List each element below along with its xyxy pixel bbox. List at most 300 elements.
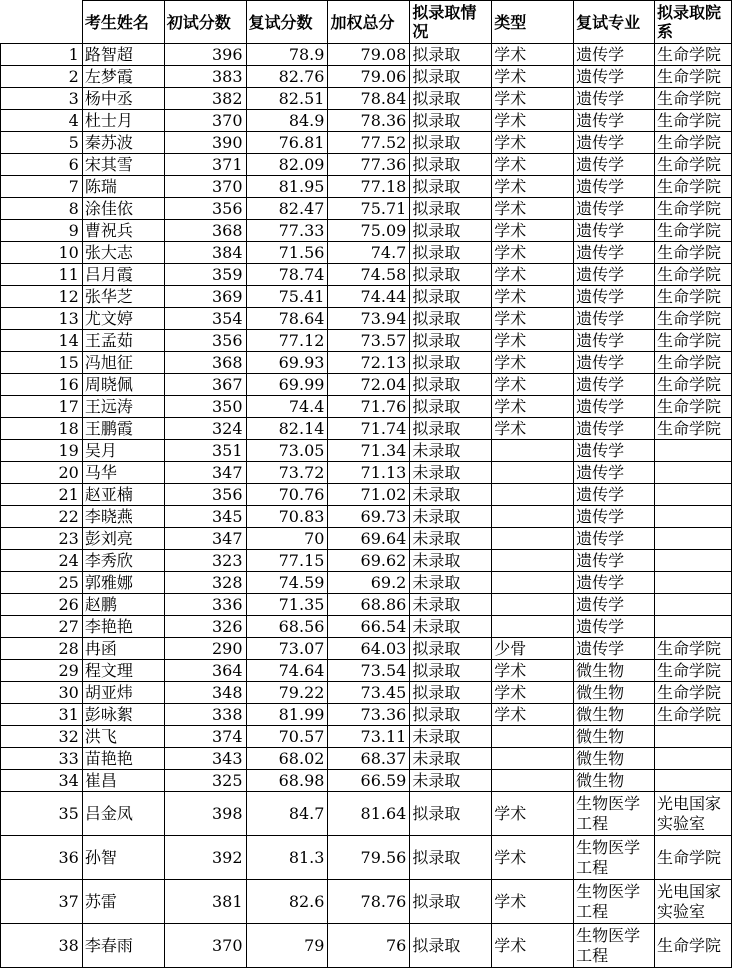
retest-major: 遗传学 xyxy=(574,638,655,660)
admitting-dept: 生命学院 xyxy=(654,242,731,264)
admission-type xyxy=(492,748,574,770)
admission-status: 拟录取 xyxy=(410,880,492,924)
candidate-name: 孙智 xyxy=(82,836,164,880)
row-index: 14 xyxy=(1,330,83,352)
weighted-total: 66.59 xyxy=(328,770,410,792)
table-row xyxy=(1,198,732,220)
candidate-name: 马华 xyxy=(82,462,164,484)
admission-status: 未录取 xyxy=(410,726,492,748)
admission-type xyxy=(492,462,574,484)
initial-score: 370 xyxy=(164,176,246,198)
admitting-dept: 生命学院 xyxy=(654,836,731,880)
candidate-name: 尤文婷 xyxy=(82,308,164,330)
retest-score: 84.7 xyxy=(246,792,328,836)
weighted-total: 76 xyxy=(328,924,410,968)
initial-score: 368 xyxy=(164,352,246,374)
table-row xyxy=(1,132,732,154)
retest-score: 68.98 xyxy=(246,770,328,792)
admission-type: 学术 xyxy=(492,198,574,220)
retest-score: 81.99 xyxy=(246,704,328,726)
admission-type: 学术 xyxy=(492,880,574,924)
header-retest-score: 复试分数 xyxy=(246,1,328,44)
initial-score: 390 xyxy=(164,132,246,154)
candidate-name: 冯旭征 xyxy=(82,352,164,374)
table-row xyxy=(1,88,732,110)
retest-score: 73.72 xyxy=(246,462,328,484)
admission-type xyxy=(492,484,574,506)
admitting-dept: 光电国家实验室 xyxy=(654,792,731,836)
weighted-total: 71.76 xyxy=(328,396,410,418)
candidate-name: 路智超 xyxy=(82,44,164,66)
row-index: 35 xyxy=(1,792,83,836)
initial-score: 348 xyxy=(164,682,246,704)
header-major: 复试专业 xyxy=(574,1,655,44)
admission-type: 学术 xyxy=(492,836,574,880)
table-row xyxy=(1,308,732,330)
retest-score: 82.14 xyxy=(246,418,328,440)
admission-type xyxy=(492,572,574,594)
table-row xyxy=(1,220,732,242)
weighted-total: 68.86 xyxy=(328,594,410,616)
retest-score: 75.41 xyxy=(246,286,328,308)
retest-score: 78.9 xyxy=(246,44,328,66)
retest-major: 生物医学工程 xyxy=(574,836,655,880)
candidate-name: 吕月霞 xyxy=(82,264,164,286)
admitting-dept: 生命学院 xyxy=(654,308,731,330)
admission-status: 拟录取 xyxy=(410,66,492,88)
retest-major: 生物医学工程 xyxy=(574,924,655,968)
table-row xyxy=(1,396,732,418)
initial-score: 384 xyxy=(164,242,246,264)
initial-score: 370 xyxy=(164,110,246,132)
table-row xyxy=(1,836,732,880)
admission-type: 学术 xyxy=(492,44,574,66)
weighted-total: 74.58 xyxy=(328,264,410,286)
retest-score: 71.35 xyxy=(246,594,328,616)
weighted-total: 74.44 xyxy=(328,286,410,308)
candidate-name: 张华芝 xyxy=(82,286,164,308)
initial-score: 325 xyxy=(164,770,246,792)
table-row xyxy=(1,528,732,550)
candidate-name: 秦苏波 xyxy=(82,132,164,154)
admitting-dept: 生命学院 xyxy=(654,66,731,88)
retest-score: 76.81 xyxy=(246,132,328,154)
weighted-total: 73.11 xyxy=(328,726,410,748)
admission-type xyxy=(492,528,574,550)
admission-type: 学术 xyxy=(492,66,574,88)
retest-score: 82.09 xyxy=(246,154,328,176)
admitting-dept xyxy=(654,594,731,616)
candidate-name: 郭雅娜 xyxy=(82,572,164,594)
row-index: 1 xyxy=(1,44,83,66)
row-index: 33 xyxy=(1,748,83,770)
admitting-dept: 生命学院 xyxy=(654,330,731,352)
initial-score: 368 xyxy=(164,220,246,242)
admission-status: 拟录取 xyxy=(410,836,492,880)
admission-type: 学术 xyxy=(492,176,574,198)
row-index: 23 xyxy=(1,528,83,550)
table-row xyxy=(1,44,732,66)
admitting-dept: 生命学院 xyxy=(654,110,731,132)
admission-status: 拟录取 xyxy=(410,638,492,660)
table-row xyxy=(1,572,732,594)
admission-type: 学术 xyxy=(492,154,574,176)
row-index: 26 xyxy=(1,594,83,616)
candidate-name: 周晓佩 xyxy=(82,374,164,396)
initial-score: 396 xyxy=(164,44,246,66)
initial-score: 369 xyxy=(164,286,246,308)
row-index: 6 xyxy=(1,154,83,176)
initial-score: 338 xyxy=(164,704,246,726)
candidate-name: 李晓燕 xyxy=(82,506,164,528)
table-row xyxy=(1,242,732,264)
admission-status: 未录取 xyxy=(410,550,492,572)
table-row xyxy=(1,770,732,792)
initial-score: 326 xyxy=(164,616,246,638)
row-index: 16 xyxy=(1,374,83,396)
candidate-name: 赵亚楠 xyxy=(82,484,164,506)
retest-major: 遗传学 xyxy=(574,44,655,66)
candidate-name: 王远涛 xyxy=(82,396,164,418)
retest-score: 82.76 xyxy=(246,66,328,88)
admitting-dept xyxy=(654,550,731,572)
admission-status: 未录取 xyxy=(410,748,492,770)
candidate-name: 崔昌 xyxy=(82,770,164,792)
admitting-dept: 生命学院 xyxy=(654,924,731,968)
admission-type: 学术 xyxy=(492,682,574,704)
admission-type: 学术 xyxy=(492,924,574,968)
candidate-name: 程文理 xyxy=(82,660,164,682)
admission-type: 学术 xyxy=(492,132,574,154)
weighted-total: 69.62 xyxy=(328,550,410,572)
candidate-name: 李秀欣 xyxy=(82,550,164,572)
admission-status: 拟录取 xyxy=(410,418,492,440)
retest-major: 遗传学 xyxy=(574,572,655,594)
table-row xyxy=(1,726,732,748)
retest-major: 遗传学 xyxy=(574,88,655,110)
retest-major: 遗传学 xyxy=(574,506,655,528)
admitting-dept xyxy=(654,462,731,484)
admission-status: 拟录取 xyxy=(410,396,492,418)
retest-score: 77.33 xyxy=(246,220,328,242)
admission-type xyxy=(492,506,574,528)
admission-type: 学术 xyxy=(492,374,574,396)
row-index: 37 xyxy=(1,880,83,924)
admission-type: 学术 xyxy=(492,308,574,330)
row-index: 13 xyxy=(1,308,83,330)
retest-score: 71.56 xyxy=(246,242,328,264)
weighted-total: 71.74 xyxy=(328,418,410,440)
admitting-dept: 生命学院 xyxy=(654,682,731,704)
candidate-name: 苗艳艳 xyxy=(82,748,164,770)
retest-score: 79.22 xyxy=(246,682,328,704)
admitting-dept xyxy=(654,506,731,528)
weighted-total: 73.36 xyxy=(328,704,410,726)
initial-score: 328 xyxy=(164,572,246,594)
retest-score: 73.05 xyxy=(246,440,328,462)
candidate-name: 王孟茹 xyxy=(82,330,164,352)
retest-major: 遗传学 xyxy=(574,220,655,242)
retest-major: 遗传学 xyxy=(574,176,655,198)
header-type: 类型 xyxy=(492,1,574,44)
table-row xyxy=(1,110,732,132)
row-index: 24 xyxy=(1,550,83,572)
admitting-dept xyxy=(654,440,731,462)
weighted-total: 74.7 xyxy=(328,242,410,264)
candidate-name: 陈瑞 xyxy=(82,176,164,198)
row-index: 30 xyxy=(1,682,83,704)
retest-major: 微生物 xyxy=(574,748,655,770)
row-index: 21 xyxy=(1,484,83,506)
table-row xyxy=(1,154,732,176)
retest-score: 82.47 xyxy=(246,198,328,220)
admission-type: 学术 xyxy=(492,286,574,308)
header-dept: 拟录取院系 xyxy=(654,1,731,44)
row-index: 34 xyxy=(1,770,83,792)
retest-major: 遗传学 xyxy=(574,110,655,132)
retest-major: 遗传学 xyxy=(574,616,655,638)
retest-major: 生物医学工程 xyxy=(574,792,655,836)
admitting-dept: 生命学院 xyxy=(654,88,731,110)
weighted-total: 72.04 xyxy=(328,374,410,396)
candidate-name: 冉函 xyxy=(82,638,164,660)
candidate-name: 彭咏絮 xyxy=(82,704,164,726)
row-index: 32 xyxy=(1,726,83,748)
retest-major: 遗传学 xyxy=(574,528,655,550)
retest-score: 70.57 xyxy=(246,726,328,748)
admitting-dept: 生命学院 xyxy=(654,352,731,374)
weighted-total: 79.08 xyxy=(328,44,410,66)
candidate-name: 李艳艳 xyxy=(82,616,164,638)
admitting-dept: 生命学院 xyxy=(654,396,731,418)
admission-type: 学术 xyxy=(492,792,574,836)
table-row xyxy=(1,330,732,352)
admitting-dept xyxy=(654,616,731,638)
retest-major: 遗传学 xyxy=(574,550,655,572)
weighted-total: 66.54 xyxy=(328,616,410,638)
retest-score: 70 xyxy=(246,528,328,550)
initial-score: 398 xyxy=(164,792,246,836)
retest-major: 遗传学 xyxy=(574,132,655,154)
candidate-name: 吕金凤 xyxy=(82,792,164,836)
retest-score: 68.56 xyxy=(246,616,328,638)
table-row xyxy=(1,594,732,616)
initial-score: 356 xyxy=(164,198,246,220)
row-index: 31 xyxy=(1,704,83,726)
retest-major: 遗传学 xyxy=(574,154,655,176)
admitting-dept: 光电国家实验室 xyxy=(654,880,731,924)
table-row xyxy=(1,66,732,88)
admission-status: 拟录取 xyxy=(410,220,492,242)
admission-status: 拟录取 xyxy=(410,682,492,704)
initial-score: 354 xyxy=(164,308,246,330)
row-index: 4 xyxy=(1,110,83,132)
weighted-total: 72.13 xyxy=(328,352,410,374)
admission-type: 学术 xyxy=(492,242,574,264)
admitting-dept: 生命学院 xyxy=(654,418,731,440)
table-row xyxy=(1,484,732,506)
admission-type: 学术 xyxy=(492,704,574,726)
row-index: 3 xyxy=(1,88,83,110)
retest-score: 70.76 xyxy=(246,484,328,506)
admission-status: 拟录取 xyxy=(410,704,492,726)
table-row xyxy=(1,264,732,286)
retest-score: 82.6 xyxy=(246,880,328,924)
admitting-dept: 生命学院 xyxy=(654,660,731,682)
table-row xyxy=(1,462,732,484)
row-index: 2 xyxy=(1,66,83,88)
row-index: 18 xyxy=(1,418,83,440)
table-row xyxy=(1,352,732,374)
admission-status: 拟录取 xyxy=(410,44,492,66)
row-index: 11 xyxy=(1,264,83,286)
table-row xyxy=(1,616,732,638)
candidate-name: 张大志 xyxy=(82,242,164,264)
admission-type: 学术 xyxy=(492,330,574,352)
weighted-total: 71.02 xyxy=(328,484,410,506)
initial-score: 359 xyxy=(164,264,246,286)
row-index: 12 xyxy=(1,286,83,308)
admitting-dept xyxy=(654,484,731,506)
retest-major: 遗传学 xyxy=(574,594,655,616)
table-row xyxy=(1,550,732,572)
weighted-total: 73.54 xyxy=(328,660,410,682)
admitting-dept: 生命学院 xyxy=(654,638,731,660)
admission-status: 拟录取 xyxy=(410,110,492,132)
initial-score: 383 xyxy=(164,66,246,88)
admission-status: 拟录取 xyxy=(410,330,492,352)
retest-score: 69.93 xyxy=(246,352,328,374)
admission-type: 学术 xyxy=(492,660,574,682)
table-row xyxy=(1,748,732,770)
retest-major: 遗传学 xyxy=(574,286,655,308)
admitting-dept: 生命学院 xyxy=(654,264,731,286)
weighted-total: 69.64 xyxy=(328,528,410,550)
table-row xyxy=(1,880,732,924)
candidate-name: 杜士月 xyxy=(82,110,164,132)
admitting-dept xyxy=(654,748,731,770)
header-status: 拟录取情况 xyxy=(410,1,492,44)
admitting-dept: 生命学院 xyxy=(654,286,731,308)
retest-major: 遗传学 xyxy=(574,198,655,220)
candidate-name: 赵鹏 xyxy=(82,594,164,616)
weighted-total: 81.64 xyxy=(328,792,410,836)
row-index: 25 xyxy=(1,572,83,594)
retest-score: 73.07 xyxy=(246,638,328,660)
row-index: 15 xyxy=(1,352,83,374)
retest-score: 78.64 xyxy=(246,308,328,330)
candidate-name: 胡亚炜 xyxy=(82,682,164,704)
initial-score: 367 xyxy=(164,374,246,396)
admission-type: 学术 xyxy=(492,418,574,440)
initial-score: 323 xyxy=(164,550,246,572)
row-index: 9 xyxy=(1,220,83,242)
retest-major: 遗传学 xyxy=(574,374,655,396)
index-header xyxy=(1,1,83,44)
initial-score: 356 xyxy=(164,330,246,352)
weighted-total: 73.57 xyxy=(328,330,410,352)
table-row xyxy=(1,374,732,396)
retest-major: 遗传学 xyxy=(574,418,655,440)
row-index: 28 xyxy=(1,638,83,660)
admission-type: 学术 xyxy=(492,352,574,374)
retest-major: 微生物 xyxy=(574,770,655,792)
row-index: 22 xyxy=(1,506,83,528)
admitting-dept: 生命学院 xyxy=(654,374,731,396)
admitting-dept: 生命学院 xyxy=(654,176,731,198)
candidate-name: 彭刘亮 xyxy=(82,528,164,550)
weighted-total: 71.13 xyxy=(328,462,410,484)
weighted-total: 75.09 xyxy=(328,220,410,242)
retest-major: 微生物 xyxy=(574,704,655,726)
weighted-total: 69.2 xyxy=(328,572,410,594)
admission-status: 未录取 xyxy=(410,528,492,550)
admission-status: 拟录取 xyxy=(410,286,492,308)
admission-type xyxy=(492,550,574,572)
retest-score: 82.51 xyxy=(246,88,328,110)
retest-major: 微生物 xyxy=(574,726,655,748)
admission-type: 学术 xyxy=(492,110,574,132)
admission-type: 学术 xyxy=(492,220,574,242)
candidate-name: 涂佳依 xyxy=(82,198,164,220)
admission-status: 拟录取 xyxy=(410,924,492,968)
retest-score: 68.02 xyxy=(246,748,328,770)
admission-type xyxy=(492,616,574,638)
weighted-total: 71.34 xyxy=(328,440,410,462)
admitting-dept: 生命学院 xyxy=(654,220,731,242)
retest-major: 遗传学 xyxy=(574,330,655,352)
candidate-name: 王鹏霞 xyxy=(82,418,164,440)
retest-score: 81.3 xyxy=(246,836,328,880)
retest-score: 74.64 xyxy=(246,660,328,682)
weighted-total: 79.06 xyxy=(328,66,410,88)
row-index: 19 xyxy=(1,440,83,462)
admission-type: 学术 xyxy=(492,396,574,418)
retest-score: 74.4 xyxy=(246,396,328,418)
table-row xyxy=(1,286,732,308)
admitting-dept: 生命学院 xyxy=(654,44,731,66)
candidate-name: 左梦霞 xyxy=(82,66,164,88)
table-row xyxy=(1,704,732,726)
row-index: 17 xyxy=(1,396,83,418)
weighted-total: 79.56 xyxy=(328,836,410,880)
admission-status: 拟录取 xyxy=(410,792,492,836)
admission-status: 拟录取 xyxy=(410,242,492,264)
table-row xyxy=(1,924,732,968)
row-index: 29 xyxy=(1,660,83,682)
admission-status: 未录取 xyxy=(410,462,492,484)
row-index: 7 xyxy=(1,176,83,198)
initial-score: 290 xyxy=(164,638,246,660)
admission-type xyxy=(492,440,574,462)
candidate-name: 苏雷 xyxy=(82,880,164,924)
admission-status: 未录取 xyxy=(410,440,492,462)
initial-score: 392 xyxy=(164,836,246,880)
retest-score: 69.99 xyxy=(246,374,328,396)
table-row xyxy=(1,440,732,462)
weighted-total: 78.36 xyxy=(328,110,410,132)
admission-status: 拟录取 xyxy=(410,154,492,176)
weighted-total: 75.71 xyxy=(328,198,410,220)
retest-major: 遗传学 xyxy=(574,242,655,264)
admission-status: 拟录取 xyxy=(410,308,492,330)
admission-status: 未录取 xyxy=(410,770,492,792)
initial-score: 370 xyxy=(164,924,246,968)
admission-status: 拟录取 xyxy=(410,132,492,154)
candidate-name: 吴月 xyxy=(82,440,164,462)
row-index: 38 xyxy=(1,924,83,968)
admitting-dept xyxy=(654,726,731,748)
